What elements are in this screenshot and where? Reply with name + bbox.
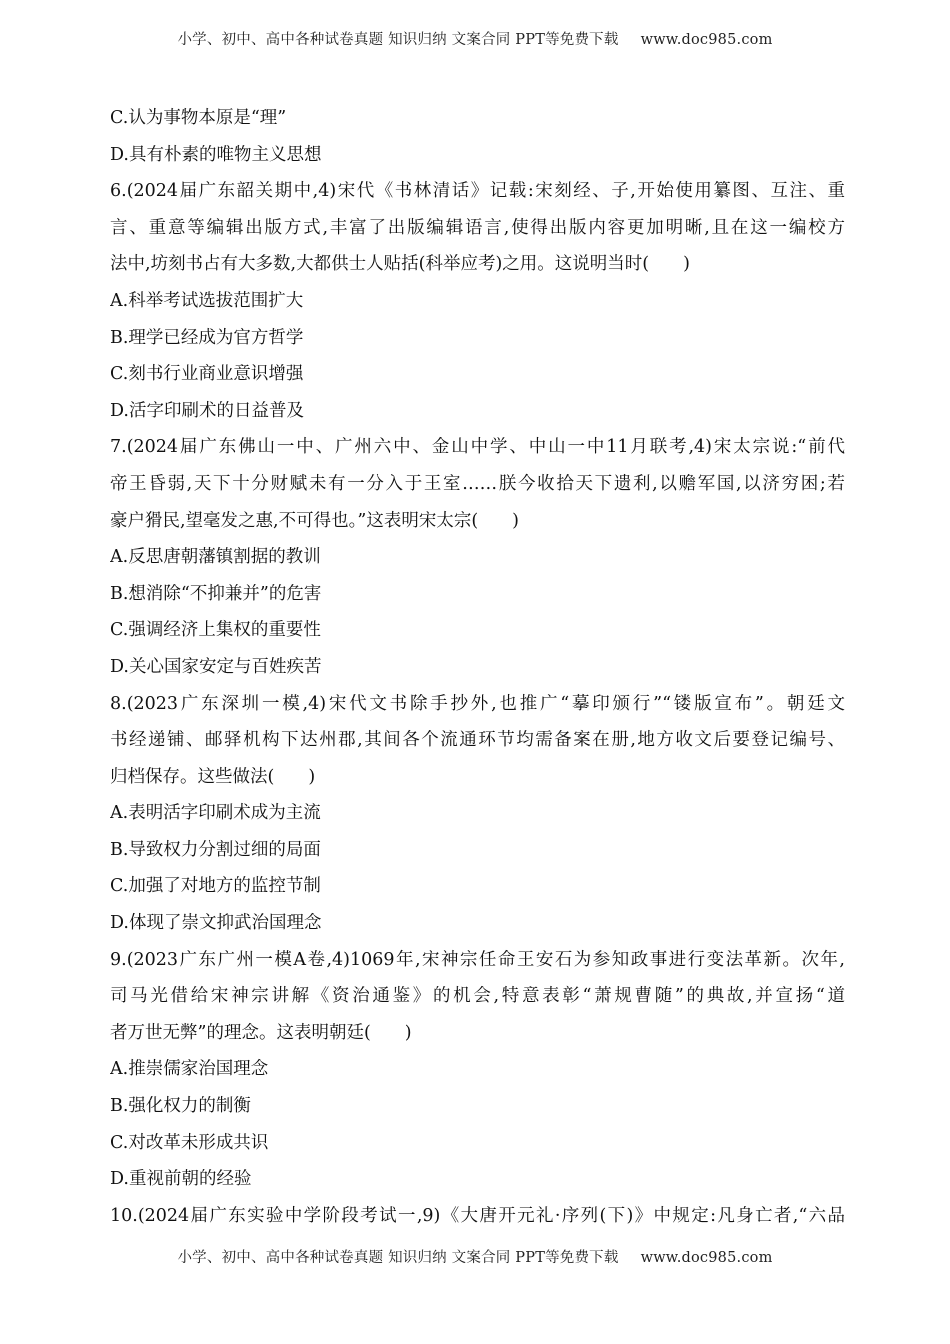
stem-close: )	[308, 766, 316, 787]
option-d: D.体现了崇文抑武治国理念	[110, 913, 322, 934]
question-stem-line	[110, 759, 845, 796]
option-c: C.认为事物本原是“理”	[110, 108, 287, 128]
question-stem-line	[110, 1015, 845, 1052]
option-b: B.理学已经成为官方哲学	[110, 327, 304, 348]
option-d: D.具有朴素的唯物主义思想	[110, 144, 322, 165]
option-c: C.对改革未形成共识	[110, 1132, 269, 1153]
question-stem-line: 9.(2023广东广州一模A卷,4)1069年,宋神宗任命王安石为参知政事进行变法革新。次年,	[110, 949, 845, 970]
question-5-options	[110, 100, 845, 173]
option-b: B.导致权力分割过细的局面	[110, 839, 321, 860]
option-d: D.重视前朝的经验	[110, 1169, 252, 1190]
question-stem-line: 6.(2024届广东韶关期中,4)宋代《书林清话》记载:宋刻经、子,开始使用纂图、互注、重	[110, 181, 845, 202]
question-stem-line: 10.(2024届广东实验中学阶段考试一,9)《大唐开元礼·序列(下)》中规定:凡身亡者,“六品	[110, 1205, 845, 1226]
stem-close: )	[404, 1022, 412, 1043]
stem-close: )	[683, 254, 690, 275]
page-header	[0, 28, 950, 49]
question-9	[110, 942, 845, 1198]
option-a: A.推崇儒家治国理念	[110, 1059, 269, 1080]
stem-text: 归档保存。这些做法(	[110, 766, 275, 787]
option-c: C.刻书行业商业意识增强	[110, 364, 304, 385]
question-stem-line	[110, 503, 845, 540]
question-10	[110, 1198, 845, 1235]
question-6	[110, 173, 845, 429]
question-stem-line: 书经递铺、邮驿机构下达州郡,其间各个流通环节均需备案在册,地方收文后要登记编号、	[110, 730, 845, 751]
option-c: C.加强了对地方的监控节制	[110, 876, 321, 897]
question-8	[110, 686, 845, 942]
stem-close: )	[512, 510, 519, 531]
question-stem-line: 帝王昏弱,天下十分财赋未有一分入于王室……朕今收拾天下遗利,以赡军国,以济穷困;若	[110, 473, 845, 494]
option-a: A.科举考试选拔范围扩大	[110, 290, 304, 311]
stem-text: 者万世无弊”的理念。这表明朝廷(	[110, 1022, 371, 1043]
option-b: B.想消除“不抑兼并”的危害	[110, 583, 322, 604]
option-d: D.关心国家安定与百姓疾苦	[110, 656, 322, 677]
question-stem-line: 7.(2024届广东佛山一中、广州六中、金山中学、中山一中11月联考,4)宋太宗说:“前代	[110, 437, 845, 458]
header-text: 小学、初中、高中各种试卷真题 知识归纳 文案合同 PPT等免费下载	[177, 32, 619, 48]
page-footer	[0, 1246, 950, 1267]
question-stem-line: 司马光借给宋神宗讲解《资治通鉴》的机会,特意表彰“萧规曹随”的典故,并宣扬“道	[110, 986, 845, 1007]
question-stem-line	[110, 246, 845, 283]
stem-text: 豪户猾民,望毫发之惠,不可得也。”这表明宋太宗(	[110, 510, 479, 531]
option-b: B.强化权力的制衡	[110, 1096, 251, 1117]
option-c: C.强调经济上集权的重要性	[110, 620, 321, 641]
option-a: A.表明活字印刷术成为主流	[110, 803, 321, 824]
option-a: A.反思唐朝藩镇割据的教训	[110, 547, 321, 568]
question-stem-line: 8.(2023广东深圳一模,4)宋代文书除手抄外,也推广“摹印颁行”“镂版宣布”。朝廷文	[110, 693, 845, 714]
header-website: www.doc985.com	[640, 32, 773, 48]
option-d: D.活字印刷术的日益普及	[110, 400, 304, 421]
question-stem-line: 言、重意等编辑出版方式,丰富了出版编辑语言,使得出版内容更加明晰,且在这一编校方	[110, 217, 845, 238]
stem-text: 法中,坊刻书占有大多数,大都供士人贴括(科举应考)之用。这说明当时(	[110, 254, 650, 275]
footer-website: www.doc985.com	[640, 1250, 773, 1266]
question-7	[110, 429, 845, 685]
footer-text: 小学、初中、高中各种试卷真题 知识归纳 文案合同 PPT等免费下载	[177, 1250, 619, 1266]
document-body	[110, 100, 845, 1234]
